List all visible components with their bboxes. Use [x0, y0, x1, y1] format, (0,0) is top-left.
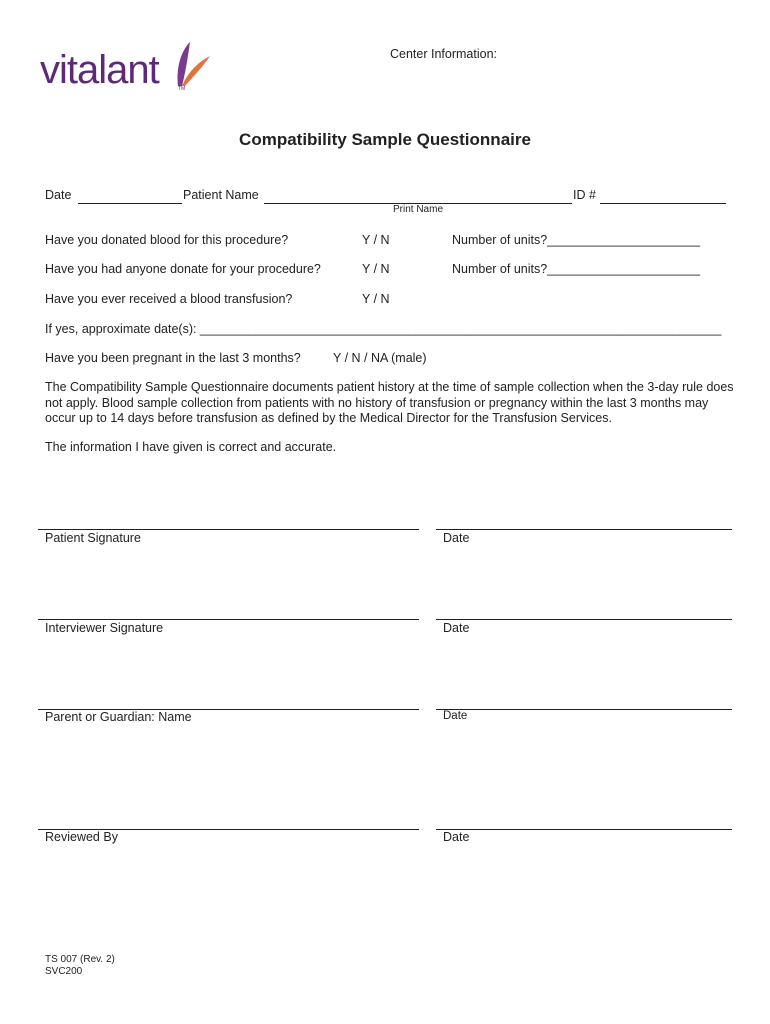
patient-signature-date-label: Date [443, 531, 470, 545]
question-donated-blood: Have you donated blood for this procedure? [45, 233, 289, 247]
guardian-date-line[interactable] [436, 709, 732, 710]
page-title: Compatibility Sample Questionnaire [239, 130, 531, 149]
trademark-mark: TM [178, 86, 186, 92]
reviewed-date-label: Date [443, 830, 470, 844]
answer-transfusion[interactable]: Y / N [362, 292, 390, 306]
interviewer-signature-label: Interviewer Signature [45, 621, 164, 635]
id-label: ID # [573, 188, 596, 202]
patient-name-label: Patient Name [183, 188, 259, 202]
id-field-line[interactable] [600, 203, 726, 204]
units-directed-donation[interactable]: Number of units?______________________ [452, 262, 701, 276]
question-pregnant: Have you been pregnant in the last 3 months? [45, 351, 301, 365]
form-number: TS 007 (Rev. 2) [45, 954, 115, 965]
patient-signature-date-line[interactable] [436, 529, 732, 530]
policy-paragraph: The Compatibility Sample Questionnaire documents patient history at the time of sample collection when the 3-day rule does not apply. Blood sample collection from patients with no history of transfusion or pregnancy within the last 3 months may occur up to 14 days before transfusion as defined by the Medical Director for the Transfusion Services. [45, 380, 734, 425]
center-information-label: Center Information: [390, 47, 497, 61]
date-field-line[interactable] [78, 203, 182, 204]
interviewer-signature-date-label: Date [443, 621, 470, 635]
guardian-name-label: Parent or Guardian: Name [45, 710, 192, 724]
question-directed-donation: Have you had anyone donate for your procedure? [45, 262, 321, 276]
print-name-hint: Print Name [393, 204, 444, 215]
interviewer-signature-line[interactable] [38, 619, 419, 620]
interviewer-signature-date-line[interactable] [436, 619, 732, 620]
guardian-date-label: Date [443, 710, 468, 722]
patient-signature-label: Patient Signature [45, 531, 141, 545]
date-label: Date [45, 188, 72, 202]
reviewed-date-line[interactable] [436, 829, 732, 830]
leaf-icon [168, 40, 213, 88]
form-code: SVC200 [45, 966, 83, 977]
patient-signature-line[interactable] [38, 529, 419, 530]
vitalant-logo [40, 40, 215, 100]
units-donated-blood[interactable]: Number of units?______________________ [452, 233, 701, 247]
attestation-text: The information I have given is correct and accurate. [45, 440, 337, 454]
question-transfusion: Have you ever received a blood transfusion? [45, 292, 293, 306]
logo-wordmark: vitalant [40, 48, 159, 92]
if-yes-dates[interactable]: If yes, approximate date(s): ___________________________________________________________________________ [45, 322, 722, 336]
reviewed-by-label: Reviewed By [45, 830, 118, 844]
answer-directed-donation[interactable]: Y / N [362, 262, 390, 276]
answer-pregnant[interactable]: Y / N / NA (male) [333, 351, 427, 365]
answer-donated-blood[interactable]: Y / N [362, 233, 390, 247]
